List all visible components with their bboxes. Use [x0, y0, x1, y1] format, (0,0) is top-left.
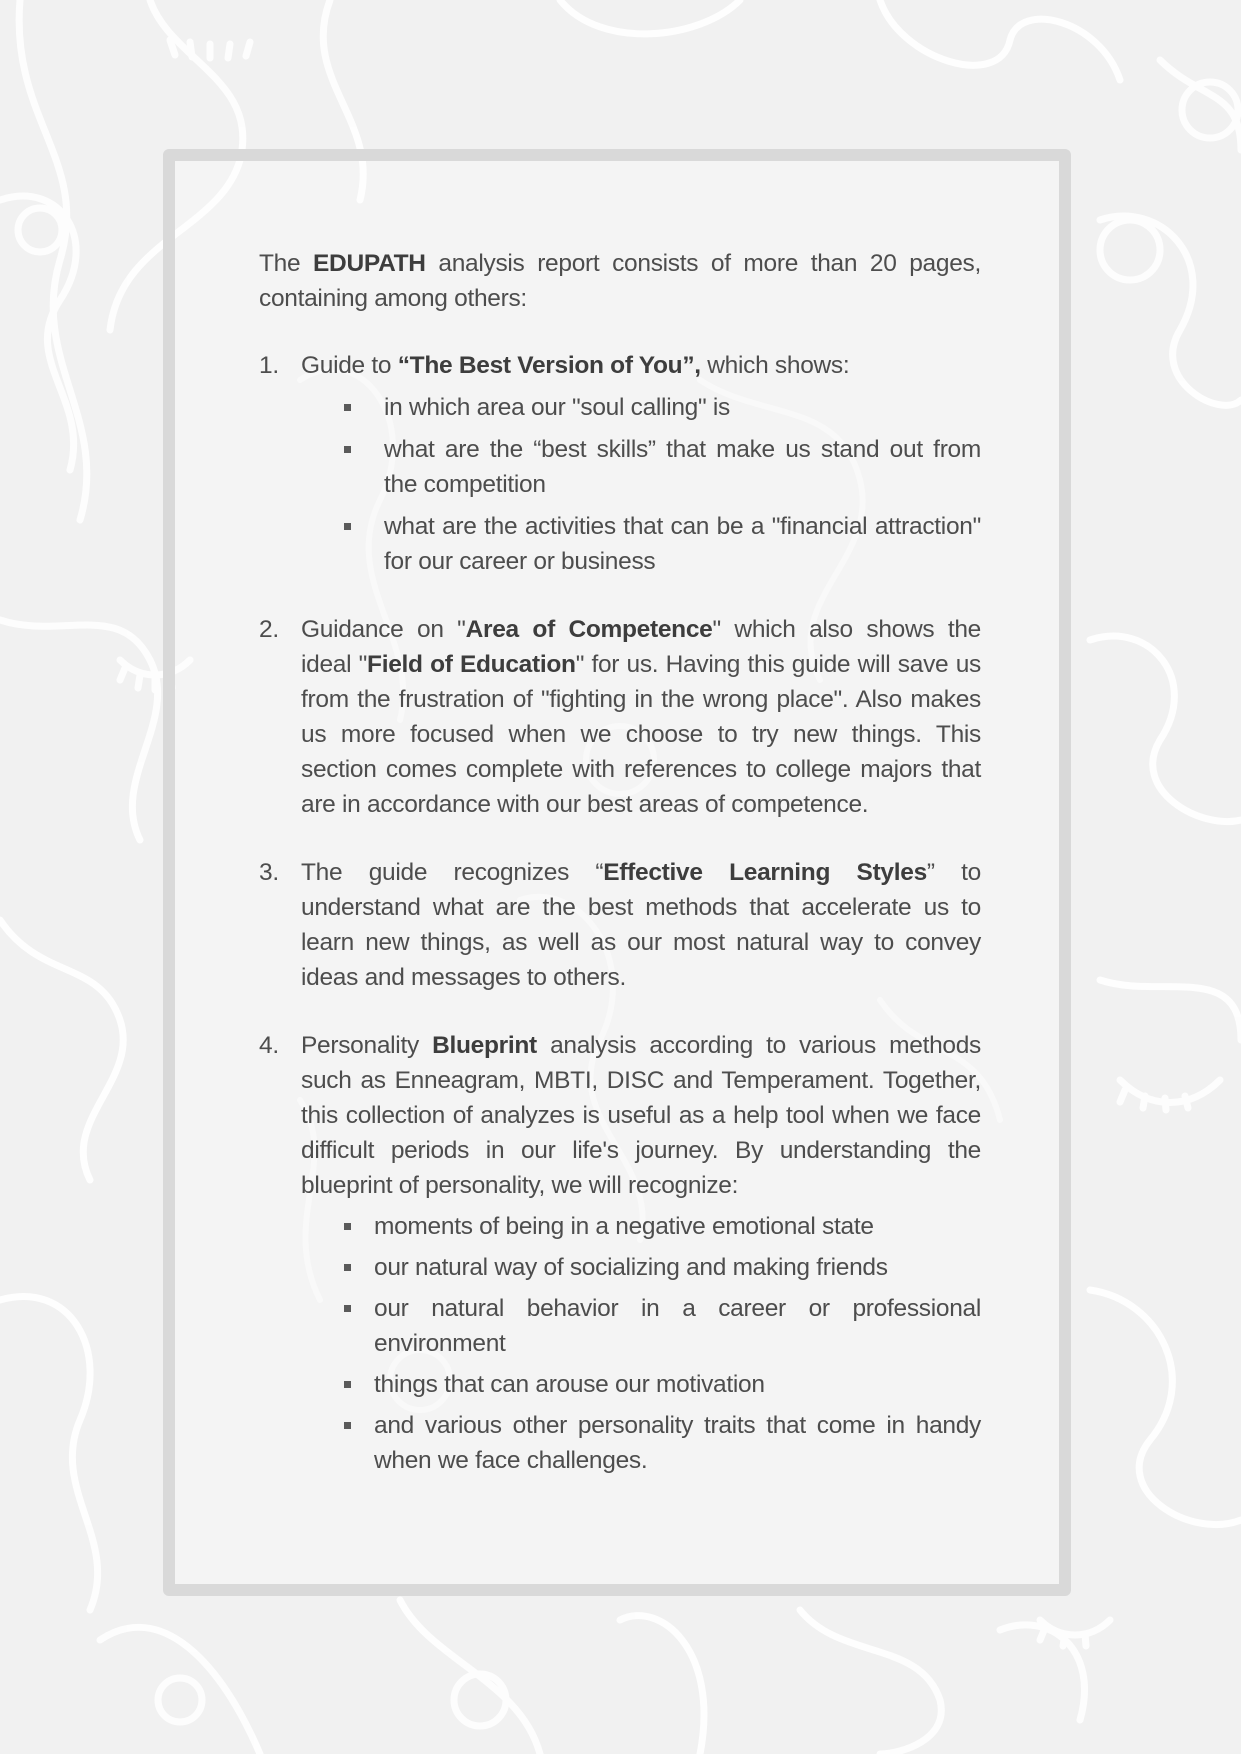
item-bold-text: “The Best Version of You”, [397, 352, 701, 379]
item-text-start: Guidance on " [301, 616, 466, 643]
document-body [259, 246, 981, 1511]
sub-list-text: moments of being in a negative emotional state [374, 1213, 874, 1240]
item-text [301, 348, 981, 383]
item-number: 4. [259, 1032, 279, 1059]
brand-name: EDUPATH [313, 250, 426, 277]
item-text-end: analysis according to various methods such as Enneagram, MBTI, DISC and Temperament. Together, this collection of analyzes is useful as a help tool when we face difficult periods in our life's journey. By understanding the blueprint of personality, we will recognize: [301, 1032, 981, 1199]
list-item [259, 1028, 981, 1478]
item-text-middle: " which also shows the ideal " [301, 616, 981, 678]
square-bullet-icon [344, 1381, 351, 1388]
item-number: 3. [259, 859, 279, 886]
item-text-end: ” to understand what are the best methods that accelerate us to learn new things, as well as our most natural way to convey ideas and messages to others. [301, 859, 982, 991]
sub-list-item [344, 509, 981, 579]
contents-list [259, 348, 981, 1478]
item-bold-text: Effective Learning Styles [603, 859, 927, 886]
item-text [301, 612, 981, 822]
sub-list-text: our natural behavior in a career or professional environment [374, 1295, 981, 1357]
sub-list-item [344, 1250, 981, 1285]
item-text [301, 1028, 981, 1203]
square-bullet-icon [344, 1264, 351, 1271]
sub-list-text: and various other personality traits that come in handy when we face challenges. [374, 1412, 981, 1474]
intro-paragraph [259, 246, 981, 316]
item-text-end: " for us. Having this guide will save us from the frustration of "fighting in the wrong place". Also makes us more focused when we choose to try new things. This section comes complete with references to college majors that are in accordance with our best areas of competence. [301, 651, 981, 818]
sub-list-item [344, 1408, 981, 1478]
sub-list-text: things that can arouse our motivation [374, 1371, 765, 1398]
square-bullet-icon [344, 1223, 351, 1230]
item-bold-text: Blueprint [432, 1032, 537, 1059]
sub-list-text: our natural way of socializing and making friends [374, 1254, 888, 1281]
item-text-end: which shows: [700, 352, 850, 379]
item-bold-text: Field of Education [367, 651, 576, 678]
square-bullet-icon [344, 404, 351, 411]
item-text-start: The guide recognizes “ [301, 859, 604, 886]
item-number: 1. [259, 352, 279, 379]
item-text-start: Personality [301, 1032, 433, 1059]
sub-list-text: what are the “best skills” that make us stand out from the competition [384, 436, 981, 498]
item-text [301, 855, 981, 995]
square-bullet-icon [344, 1305, 351, 1312]
square-bullet-icon [344, 523, 351, 530]
sub-list-item [344, 1367, 981, 1402]
sub-list-item [344, 390, 981, 425]
sub-list-text: in which area our "soul calling" is [384, 394, 730, 421]
sub-list-item [344, 1209, 981, 1244]
item-text-start: Guide to [301, 352, 398, 379]
intro-text-end: analysis report consists of more than 20 pages, containing among others: [259, 250, 981, 312]
sub-list [301, 390, 981, 579]
list-item [259, 855, 981, 995]
sub-list-item [344, 432, 981, 502]
list-item [259, 612, 981, 822]
list-item [259, 348, 981, 579]
square-bullet-icon [344, 1422, 351, 1429]
sub-list [301, 1209, 981, 1478]
sub-list-item [344, 1291, 981, 1361]
item-bold-text: Area of Competence [465, 616, 713, 643]
square-bullet-icon [344, 446, 351, 453]
intro-text-start: The [259, 250, 314, 277]
item-number: 2. [259, 616, 279, 643]
sub-list-text: what are the activities that can be a "financial attraction" for our career or business [384, 513, 981, 575]
